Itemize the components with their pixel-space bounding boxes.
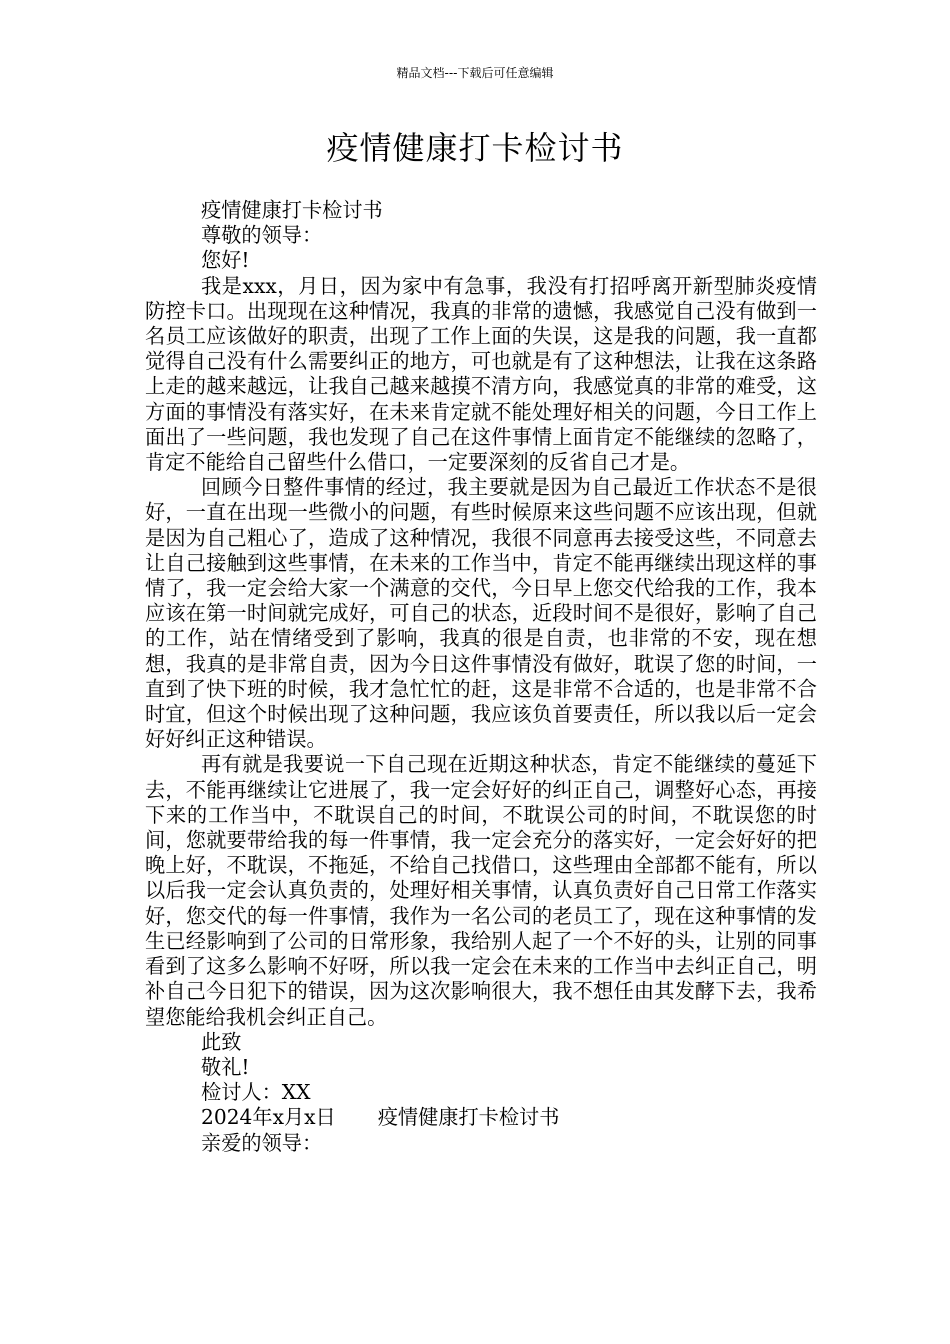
- date-and-next-title: [145, 1105, 817, 1130]
- closing-line-2: 敬礼!: [201, 1054, 250, 1079]
- paragraph-1: 我是xxx，月日，因为家中有急事，我没有打招呼离开新型肺炎疫情防控卡口。出现现在这种情况，我真的非常的遗憾，我感觉自己没有做到一名员工应该做好的职责，出现了工作上面的失误，这是我的问题，我一直都觉得自己没有什么需要纠正的地方，可也就是有了这种想法，让我在这条路上走的越来越远，让我自己越来越摸不清方向，我感觉真的非常的难受，这方面的事情没有落实好，在未来肯定就不能处理好相关的问题，今日工作上面出了一些问题，我也发现了自己在这件事情上面肯定不能继续的忽略了，肯定不能给自己留些什么借口，一定要深刻的反省自己才是。: [145, 273, 817, 475]
- paragraph-2: 回顾今日整件事情的经过，我主要就是因为自己最近工作状态不是很好，一直在出现一些微小的问题，有些时候原来这些问题不应该出现，但就是因为自己粗心了，造成了这种情况，我很不同意再去接受这些，不同意去让自己接触到这些事情，在未来的工作当中，肯定不能再继续出现这样的事情了，我一定会给大家一个满意的交代，今日早上您交代给我的工作，我本应该在第一时间就完成好，可自己的状态，近段时间不是很好，影响了自己的工作，站在情绪受到了影响，我真的很是自责，也非常的不安，现在想想，我真的是非常自责，因为今日这件事情没有做好，耽误了您的时间，一直到了快下班的时候，我才急忙忙的赶，这是非常不合适的，也是非常不合时宜，但这个时候出现了这种问题，我应该负首要责任，所以我以后一定会好好纠正这种错误。: [145, 475, 817, 752]
- next-document-title: 疫情健康打卡检讨书: [377, 1105, 560, 1130]
- header-note: 精品文档---下载后可任意编辑: [396, 66, 554, 80]
- document-body: [145, 198, 817, 1156]
- paragraph-3: 再有就是我要说一下自己现在近期这种状态，肯定不能继续的蔓延下去，不能再继续让它进展了，我一定会好好的纠正自己，调整好心态，再接下来的工作当中，不耽误自己的时间，不耽误公司的时间，不耽误您的时间，您就要带给我的每一件事情，我一定会充分的落实好，一定会好好的把晚上好，不耽误，不拖延，不给自己找借口，这些理由全部都不能有，所以以后我一定会认真负责的，处理好相关事情，认真负责好自己日常工作落实好，您交代的每一件事情，我作为一名公司的老员工了，现在这种事情的发生已经影响到了公司的日常形象，我给别人起了一个不好的头，让别的同事看到了这多么影响不好呀，所以我一定会在未来的工作当中去纠正自己，明补自己今日犯下的错误，因为这次影响很大，我不想任由其发酵下去，我希望您能给我机会纠正自己。: [145, 752, 817, 1029]
- body-subtitle: 疫情健康打卡检讨书: [201, 198, 383, 222]
- greeting: 您好!: [201, 248, 250, 273]
- signer: 检讨人：XX: [201, 1080, 311, 1105]
- document-title: 疫情健康打卡检讨书: [326, 129, 624, 167]
- salutation: 尊敬的领导：: [201, 223, 323, 248]
- closing-line-1: 此致: [201, 1029, 242, 1054]
- date: 2024年x月x日: [201, 1105, 336, 1130]
- next-salutation: 亲爱的领导：: [201, 1130, 323, 1155]
